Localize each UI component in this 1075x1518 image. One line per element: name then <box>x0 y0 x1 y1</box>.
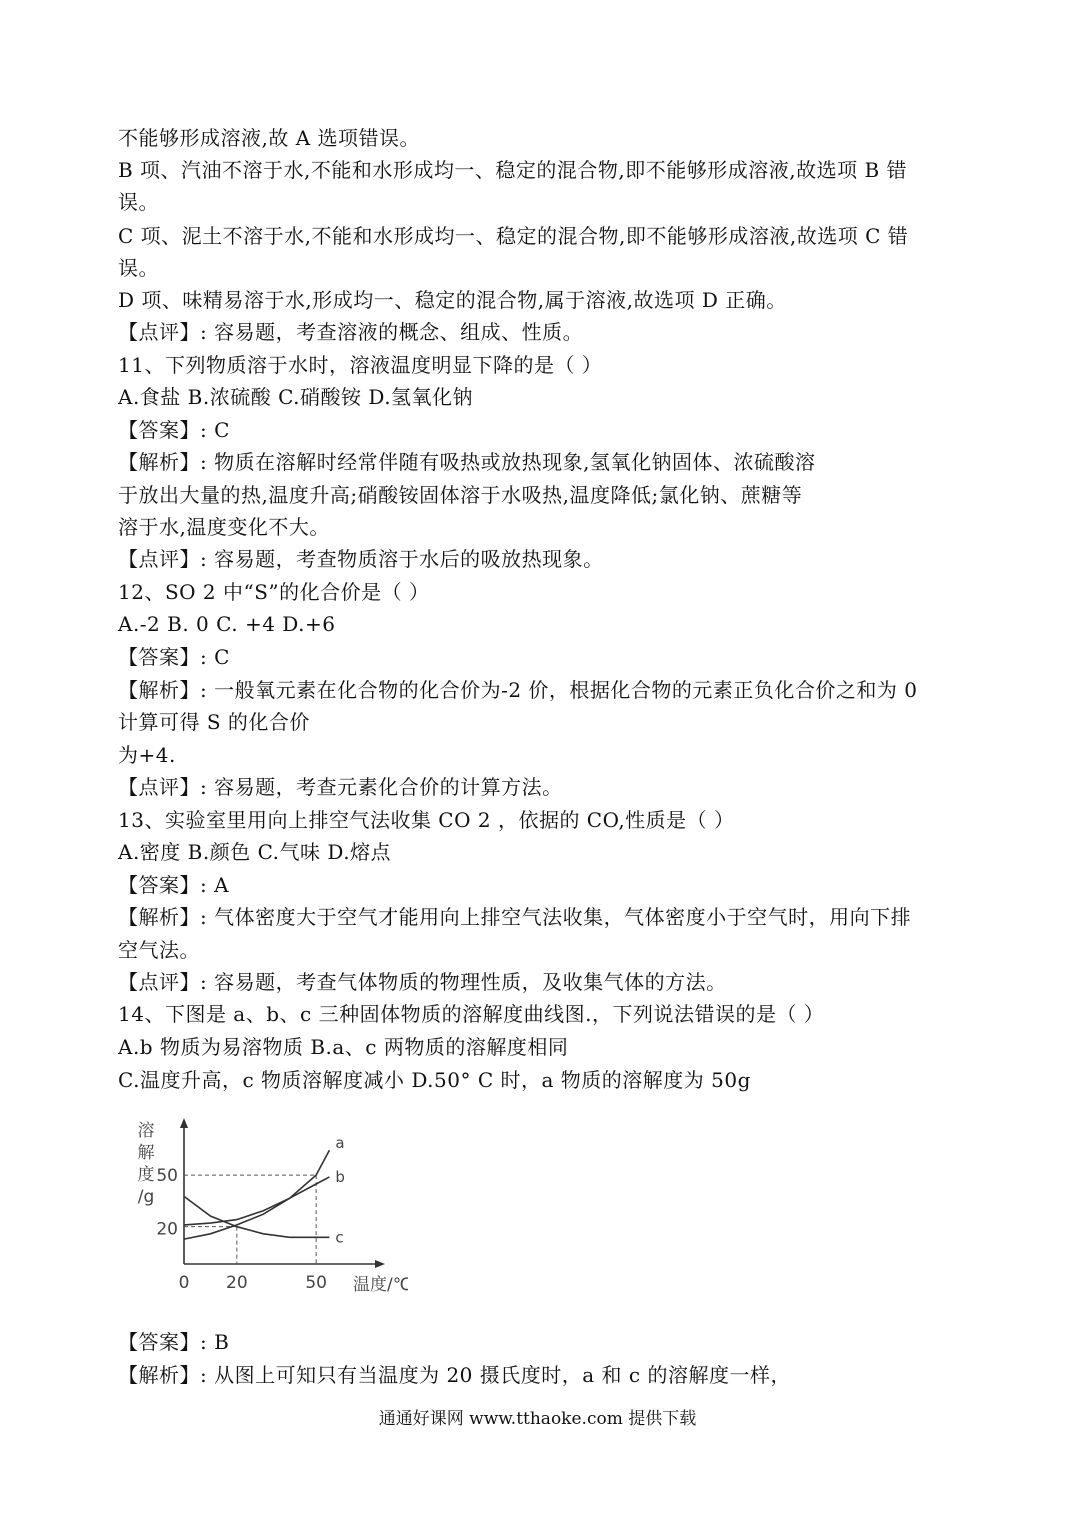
text-line: 【点评】: 容易题，考查元素化合价的计算方法。 <box>118 775 563 799</box>
series-line-a <box>184 1150 329 1239</box>
text-line: 误。 <box>118 190 159 214</box>
x-axis-label: 温度/℃ <box>353 1275 408 1295</box>
y-tick-label: 20 <box>156 1219 178 1240</box>
text-line: A.食盐 B.浓硫酸 C.硝酸铵 D.氢氧化钠 <box>118 385 474 409</box>
text-line: A.密度 B.颜色 C.气味 D.熔点 <box>118 840 392 864</box>
footer-text: 通通好课网 www.tthaoke.com 提供下载 <box>378 1409 697 1429</box>
text-line: 空气法。 <box>118 938 200 962</box>
text-line: 14、下图是 a、b、c 三种固体物质的溶解度曲线图.，下列说法错误的是（ ） <box>118 1002 825 1026</box>
x-tick-label: 20 <box>226 1273 248 1293</box>
text-line: C.温度升高，c 物质溶解度减小 D.50° C 时，a 物质的溶解度为 50g <box>118 1068 751 1092</box>
text-line: 误。 <box>118 256 159 280</box>
text-line: 计算可得 S 的化合价 <box>118 710 310 734</box>
text-line: 【答案】: C <box>118 418 230 442</box>
text-line: 为+4. <box>118 743 176 767</box>
text-line: B 项、汽油不溶于水,不能和水形成均一、稳定的混合物,即不能够形成溶液,故选项 B 错 <box>118 158 908 182</box>
solubility-chart <box>118 1118 408 1298</box>
text-line: 不能够形成溶液,故 A 选项错误。 <box>118 126 421 150</box>
text-line: 于放出大量的热,温度升高;硝酸铵固体溶于水吸热,温度降低;氯化钠、蔗糖等 <box>118 483 803 507</box>
text-line: 【答案】: A <box>118 873 230 897</box>
y-tick-label: 50 <box>156 1166 178 1187</box>
text-line: D 项、味精易溶于水,形成均一、稳定的混合物,属于溶液,故选项 D 正确。 <box>118 288 787 312</box>
y-axis-label-char: 溶 <box>137 1121 155 1141</box>
x-tick-label: 0 <box>178 1273 190 1293</box>
text-line: 12、SO 2 中“S”的化合价是（ ） <box>118 580 430 604</box>
text-line: A.-2 B. 0 C. +4 D.+6 <box>118 612 336 636</box>
y-axis-label-char: 解 <box>137 1143 155 1163</box>
text-line: 【解析】: 气体密度大于空气才能用向上排空气法收集，气体密度小于空气时，用向下排 <box>118 905 912 929</box>
text-line: 【点评】: 容易题，考查溶液的概念、组成、性质。 <box>118 320 584 344</box>
y-axis-label-char: 度 <box>137 1165 155 1185</box>
text-line: C 项、泥土不溶于水,不能和水形成均一、稳定的混合物,即不能够形成溶液,故选项 C 错 <box>118 224 909 248</box>
series-label-c: c <box>335 1228 344 1247</box>
text-line: 11、下列物质溶于水时，溶液温度明显下降的是（ ） <box>118 353 603 377</box>
y-axis-label-char: /g <box>137 1187 155 1207</box>
text-line: A.b 物质为易溶物质 B.a、c 两物质的溶解度相同 <box>118 1035 569 1059</box>
y-axis-arrow <box>180 1118 188 1128</box>
x-tick-label: 50 <box>305 1273 327 1293</box>
x-axis-arrow <box>375 1260 385 1268</box>
text-line: 【点评】: 容易题，考查物质溶于水后的吸放热现象。 <box>118 547 604 571</box>
solubility-curve-figure <box>118 1118 408 1298</box>
text-line: 【解析】: 物质在溶解时经常伴随有吸热或放热现象,氢氧化钠固体、浓硫酸溶 <box>118 450 816 474</box>
text-line: 【答案】: C <box>118 645 230 669</box>
text-line: 13、实验室里用向上排空气法收集 CO 2 ，依据的 CO,性质是（ ） <box>118 808 735 832</box>
series-label-a: a <box>335 1134 345 1153</box>
text-line: 【解析】: 一般氧元素在化合物的化合价为-2 价，根据化合物的元素正负化合价之和为 0 <box>118 678 918 702</box>
text-line: 【答案】: B <box>118 1330 230 1354</box>
text-line: 【解析】: 从图上可知只有当温度为 20 摄氏度时，a 和 c 的溶解度一样， <box>118 1363 791 1387</box>
text-line: 溶于水,温度变化不大。 <box>118 515 330 539</box>
text-line: 【点评】: 容易题，考查气体物质的物理性质，及收集气体的方法。 <box>118 970 727 994</box>
series-label-b: b <box>335 1167 345 1186</box>
